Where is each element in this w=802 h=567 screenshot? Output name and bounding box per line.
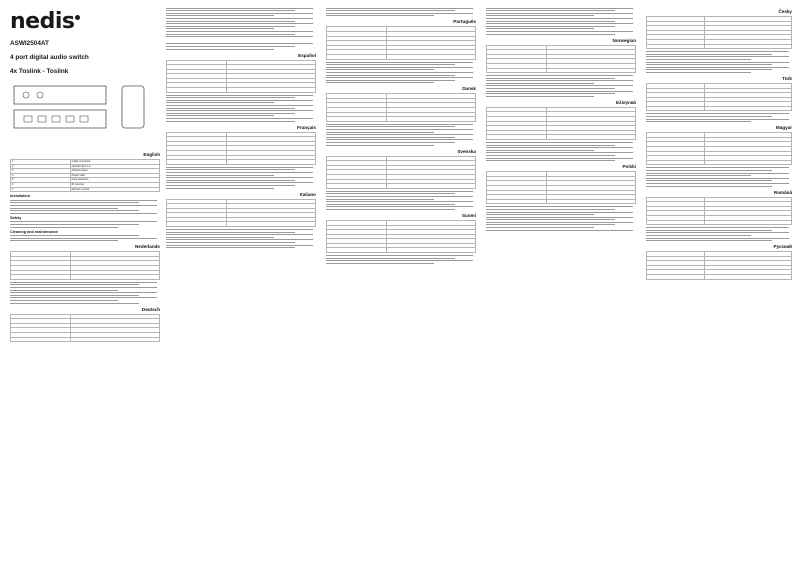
table-cell: 1 (11, 160, 71, 165)
lang-magyar: Magyar (775, 125, 792, 131)
product-diagram (10, 80, 160, 140)
lang-suomi: Suomi (461, 212, 476, 218)
spec-table-da (326, 93, 476, 122)
table-cell: Optical input 1-4 (70, 164, 159, 169)
column-1 (10, 6, 160, 562)
spec-table-ro (646, 197, 792, 226)
spec-table-es (166, 60, 316, 93)
spec-table-ru (646, 251, 792, 280)
table-cell: 3 (11, 169, 71, 174)
logo-dot (75, 15, 80, 20)
table-cell: Cable connector (70, 160, 159, 165)
lang-romana: Română (773, 189, 792, 195)
spec-table-pl (486, 171, 636, 204)
spec-table-tr (646, 83, 792, 112)
section-installation: Installation (10, 194, 31, 199)
table-cell: 6 (11, 182, 71, 187)
lang-nederlands: Nederlands (134, 244, 160, 250)
spec-table-fr (166, 132, 316, 165)
section-safety: Safety (10, 215, 22, 220)
spec-table-cs (646, 16, 792, 49)
port-icon (52, 116, 60, 122)
column-5 (646, 6, 792, 562)
lang-norwegian: Norwegian (612, 37, 636, 43)
device-front (14, 86, 106, 104)
column-2 (166, 6, 316, 562)
spec-table (10, 159, 160, 192)
port-icon (38, 116, 46, 122)
spec-table-fi (326, 220, 476, 253)
led-icon (23, 92, 29, 98)
lang-cesky: Česky (778, 9, 792, 14)
section-cleaning: Cleaning and maintenance (10, 229, 59, 234)
spec-table-no (486, 45, 636, 74)
port-icon (24, 116, 32, 122)
spec-table-el (486, 107, 636, 140)
product-model: ASWI2504AT (10, 40, 49, 47)
lang-italiano: Italiano (299, 191, 316, 197)
remote-control-icon (122, 86, 144, 128)
table-cell: 2 (11, 164, 71, 169)
port-icon (80, 116, 88, 122)
spec-table-hu (646, 132, 792, 165)
table-cell: Power LED (70, 173, 159, 178)
lang-polski: Polski (622, 164, 636, 170)
lang-espanol: Español (298, 52, 316, 58)
button-icon (37, 92, 43, 98)
table-cell: 5 (11, 178, 71, 183)
lang-francais: Français (297, 124, 316, 130)
brand-text: nedis (10, 9, 75, 34)
product-name-line1: 4 port digital audio switch (10, 54, 89, 61)
table-cell: IR receiver (70, 182, 159, 187)
spec-table-sv (326, 156, 476, 189)
brand-logo (10, 10, 160, 34)
spec-table-it (166, 199, 316, 228)
lang-ellinika: Ελληνικά (615, 99, 636, 105)
column-4 (486, 6, 636, 562)
lang-turk: Türk (782, 75, 792, 81)
lang-dansk: Dansk (462, 86, 476, 92)
table-cell: 4 (11, 173, 71, 178)
table-cell: Remote control (70, 187, 159, 192)
lang-deutsch: Deutsch (141, 306, 160, 312)
table-cell: Input selection (70, 178, 159, 183)
product-name-line2: 4x Toslink - Toslink (10, 68, 69, 75)
table-cell: 7 (11, 187, 71, 192)
lang-english: English (143, 152, 160, 157)
table-row (11, 187, 160, 192)
table-cell: Optical output (70, 169, 159, 174)
spec-table-de (10, 314, 160, 343)
lang-svenska: Svenska (457, 148, 476, 154)
lang-portugues: Português (453, 19, 476, 25)
spec-table-pt (326, 26, 476, 59)
lang-russkiy: Русский (773, 244, 792, 250)
port-icon (66, 116, 74, 122)
spec-table-nl (10, 251, 160, 280)
column-3 (326, 6, 476, 562)
